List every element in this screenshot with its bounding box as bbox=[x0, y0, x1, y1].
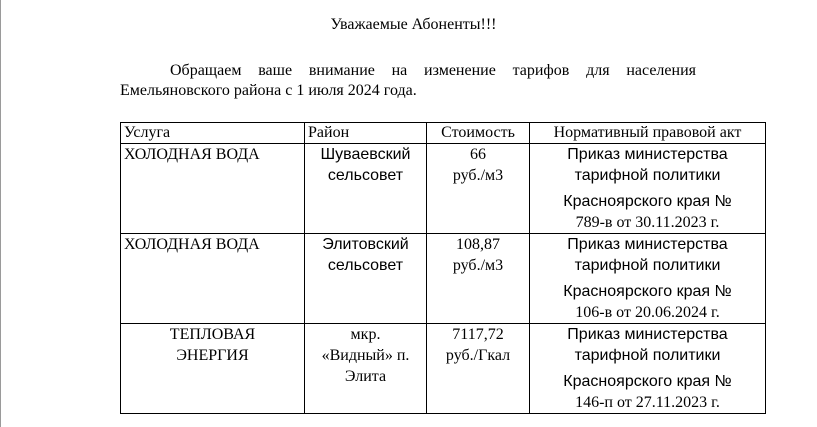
act-line: 789-в от 30.11.2023 г. bbox=[575, 214, 720, 231]
region-line: Элитовский bbox=[322, 236, 409, 253]
act-line: Приказ министерства bbox=[567, 236, 728, 253]
act-line: тарифной политики bbox=[574, 347, 721, 364]
cost-value: 7117,72 bbox=[452, 326, 504, 343]
act-line: Красноярского края № bbox=[563, 283, 732, 300]
cell-legal-act bbox=[530, 234, 766, 324]
region-line: «Видный» п. bbox=[321, 347, 410, 364]
cell-cost bbox=[427, 324, 530, 414]
header-service: Услуга bbox=[121, 123, 305, 144]
region-line: мкр. bbox=[350, 326, 381, 343]
cell-service bbox=[121, 144, 305, 234]
cell-region bbox=[305, 234, 427, 324]
act-line: 106-в от 20.06.2024 г. bbox=[575, 304, 720, 321]
act-line: Приказ министерства bbox=[567, 326, 728, 343]
notice-line-1: Обращаем ваше внимание на изменение тарифов для населения bbox=[170, 62, 696, 79]
table-row bbox=[121, 234, 766, 324]
table-row bbox=[121, 144, 766, 234]
cell-region bbox=[305, 144, 427, 234]
cost-value: 108,87 bbox=[456, 236, 500, 253]
cell-legal-act bbox=[530, 324, 766, 414]
cell-region bbox=[305, 324, 427, 414]
page-left-border bbox=[0, 0, 1, 427]
table-row bbox=[121, 324, 766, 414]
cell-legal-act bbox=[530, 144, 766, 234]
header-cost: Стоимость bbox=[427, 123, 530, 144]
act-line: Красноярского края № bbox=[563, 373, 732, 390]
act-line: Красноярского края № bbox=[563, 193, 732, 210]
service-name: ТЕПЛОВАЯ bbox=[169, 326, 256, 343]
header-region: Район bbox=[305, 123, 427, 144]
notice-paragraph bbox=[120, 61, 696, 101]
cost-value: 66 bbox=[470, 146, 486, 163]
region-line: сельсовет bbox=[327, 257, 404, 274]
tariff-table bbox=[120, 122, 766, 414]
act-line: тарифной политики bbox=[574, 257, 721, 274]
region-line: Шуваевский bbox=[320, 146, 411, 163]
cost-unit: руб./Гкал bbox=[445, 347, 511, 364]
service-name: ХОЛОДНАЯ ВОДА bbox=[124, 236, 260, 253]
cell-service bbox=[121, 234, 305, 324]
cell-service bbox=[121, 324, 305, 414]
act-line: 146-п от 27.11.2023 г. bbox=[575, 394, 720, 411]
act-line: Приказ министерства bbox=[567, 146, 728, 163]
notice-line-2: Емельяновского района с 1 июля 2024 года. bbox=[120, 82, 417, 99]
header-legal-act: Нормативный правовой акт bbox=[530, 123, 766, 144]
region-line: сельсовет bbox=[327, 167, 404, 184]
cell-cost bbox=[427, 234, 530, 324]
service-name: ХОЛОДНАЯ ВОДА bbox=[124, 146, 260, 163]
act-line: тарифной политики bbox=[574, 167, 721, 184]
cost-unit: руб./м3 bbox=[452, 257, 504, 274]
cost-unit: руб./м3 bbox=[452, 167, 504, 184]
cell-cost bbox=[427, 144, 530, 234]
page-heading: Уважаемые Абоненты!!! bbox=[330, 16, 497, 33]
service-name: ЭНЕРГИЯ bbox=[176, 347, 249, 364]
table-header-row bbox=[121, 123, 766, 144]
region-line: Элита bbox=[344, 368, 387, 385]
